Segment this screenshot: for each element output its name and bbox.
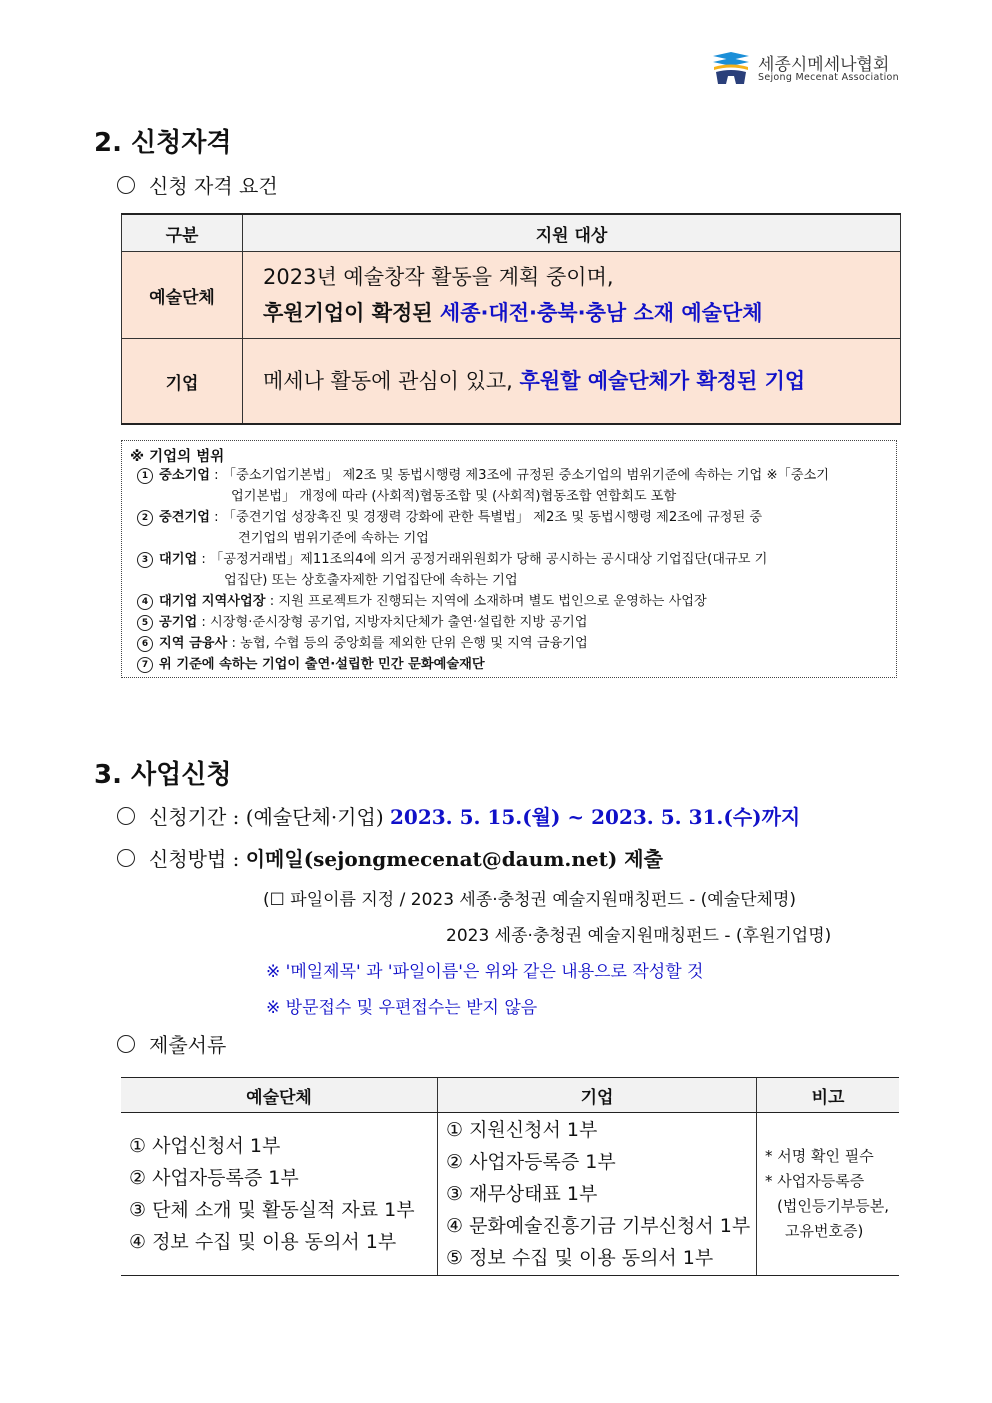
arts-line2-bold: 후원기업이 확정된 (263, 301, 440, 325)
list-item: ③ 단체 소개 및 활동실적 자료 1부 (129, 1199, 415, 1221)
list-item: ④ 문화예술진흥기금 기부신청서 1부 (446, 1215, 751, 1237)
method-label: 신청방법 : (149, 847, 246, 871)
scope-item (137, 507, 762, 528)
arts-line2 (263, 295, 899, 331)
logo-name-korean: 세종시메세나협회 (758, 55, 890, 75)
circle-bullet-icon (117, 176, 135, 194)
note-no-visit: ※ 방문접수 및 우편접수는 받지 않음 (266, 998, 538, 1018)
list-item: * 사업자등록증 (765, 1172, 865, 1190)
list-item: ② 사업자등록증 1부 (446, 1151, 616, 1173)
docs-notes (757, 1113, 900, 1276)
list-item: 고유번호증) (785, 1222, 864, 1240)
company-text: 메세나 활동에 관심이 있고, (263, 369, 520, 393)
circle-bullet-icon (117, 849, 135, 867)
list-item: ③ 재무상태표 1부 (446, 1183, 598, 1205)
row-value-arts (243, 252, 901, 339)
number-circle-icon: 2 (137, 510, 153, 526)
scope-item (137, 549, 767, 570)
number-circle-icon: 6 (137, 636, 153, 652)
period-label: 신청기간 : (예술단체·기업) (149, 805, 390, 829)
scope-item-text: : 시장형·준시장형 공기업, 지방자치단체가 출연·설립한 지방 공기업 (197, 615, 588, 630)
arts-line1: 2023년 예술창작 활동을 계획 중이며, (263, 265, 614, 289)
number-circle-icon: 5 (137, 615, 153, 631)
scope-item-text: : 「공정거래법」제11조의4에 의거 공정거래위원회가 당해 공시하는 공시대상 기업집단(대규모 기 (197, 552, 768, 567)
number-circle-icon: 4 (137, 594, 153, 610)
scope-item-label: 위 기준에 속하는 기업이 출연·설립한 민간 문화예술재단 (159, 657, 485, 672)
table-header-target: 지원 대상 (243, 214, 901, 252)
docs-header-arts: 예술단체 (121, 1078, 438, 1113)
scope-item-text: : 「중견기업 성장촉진 및 경쟁력 강화에 관한 특별법」 제2조 및 동법시행령 제2조에 규정된 중 (209, 510, 763, 525)
documents-bullet (117, 1029, 226, 1058)
scope-item-cont: 업집단) 또는 상호출자제한 기업집단에 속하는 기업 (224, 573, 518, 588)
scope-item-label: 중견기업 (159, 510, 210, 525)
scope-item-text: : 농협, 수협 등의 중앙회를 제외한 단위 은행 및 지역 금융기업 (227, 636, 588, 651)
period-value: 2023. 5. 15.(월) ~ 2023. 5. 31.(수)까지 (389, 805, 801, 829)
docs-header-note: 비고 (757, 1078, 900, 1113)
scope-item-text: : 지원 프로젝트가 진행되는 지역에 소재하며 별도 법인으로 운영하는 사업장 (265, 594, 707, 609)
documents-bullet-text: 제출서류 (149, 1033, 227, 1057)
documents-table (121, 1077, 899, 1276)
number-circle-icon: 1 (137, 468, 153, 484)
scope-item (137, 591, 707, 612)
eligibility-table (121, 213, 901, 425)
filename-line1: (☐ 파일이름 지정 / 2023 세종·충청권 예술지원매칭펀드 - (예술단체명) (263, 890, 797, 910)
row-label-arts: 예술단체 (122, 252, 243, 339)
scope-item-label: 대기업 (159, 552, 198, 567)
scope-item (137, 465, 829, 486)
number-circle-icon: 7 (137, 657, 153, 673)
scope-item-label: 공기업 (159, 615, 198, 630)
table-header-category: 구분 (122, 214, 243, 252)
section2-heading: 2. 신청자격 (94, 128, 232, 158)
circle-bullet-icon (117, 807, 135, 825)
list-item: * 서명 확인 필수 (765, 1147, 874, 1165)
association-logo (710, 48, 910, 90)
docs-header-company: 기업 (438, 1078, 757, 1113)
application-period (117, 801, 800, 830)
table-row (122, 252, 901, 339)
arts-doc-list (121, 1113, 438, 1276)
scope-item (137, 633, 588, 654)
application-method (117, 843, 663, 872)
list-item: ① 사업신청서 1부 (129, 1135, 281, 1157)
company-doc-list (438, 1113, 757, 1276)
scope-item-label: 중소기업 (159, 468, 210, 483)
scope-item (137, 654, 485, 675)
list-item: ④ 정보 수집 및 이용 동의서 1부 (129, 1231, 397, 1253)
scope-item-label: 대기업 지역사업장 (159, 594, 266, 609)
filename-line2: 2023 세종·충청권 예술지원매칭펀드 - (후원기업명) (446, 926, 832, 946)
scope-item-text: : 「중소기업기본법」 제2조 및 동법시행령 제3조에 규정된 중소기업의 범위기준에 속하는 기업 ※「중소기 (209, 468, 829, 483)
section3-heading: 3. 사업신청 (94, 760, 232, 790)
table-row (122, 339, 901, 425)
table-row (121, 1113, 899, 1276)
method-value: 이메일(sejongmecenat@daum.net) 제출 (245, 847, 663, 871)
logo-name-english: Sejong Mecenat Association (758, 72, 899, 83)
scope-item (137, 612, 588, 633)
list-item: ① 지원신청서 1부 (446, 1119, 598, 1141)
arts-line2-blue: 세종·대전·충북·충남 소재 예술단체 (439, 301, 763, 325)
list-item: (법인등기부등본, (777, 1197, 890, 1215)
circle-bullet-icon (117, 1035, 135, 1053)
section2-bullet (117, 170, 278, 199)
row-label-company: 기업 (122, 339, 243, 425)
note-mail-title: ※ '메일제목' 과 '파일이름'은 위와 같은 내용으로 작성할 것 (266, 962, 704, 982)
scope-item-label: 지역 금융사 (159, 636, 228, 651)
list-item: ⑤ 정보 수집 및 이용 동의서 1부 (446, 1247, 714, 1269)
number-circle-icon: 3 (137, 552, 153, 568)
scope-title: ※ 기업의 범위 (130, 449, 225, 465)
row-value-company (243, 339, 901, 425)
scope-item-cont: 견기업의 범위기준에 속하는 기업 (238, 531, 429, 546)
scope-item-cont: 업기본법」 개정에 따라 (사회적)협동조합 및 (사회적)협동조합 연합회도 포함 (231, 489, 677, 504)
list-item: ② 사업자등록증 1부 (129, 1167, 299, 1189)
logo-mark-icon (710, 50, 752, 86)
section2-bullet-text: 신청 자격 요건 (149, 174, 278, 198)
company-text-blue: 후원할 예술단체가 확정된 기업 (519, 369, 806, 393)
